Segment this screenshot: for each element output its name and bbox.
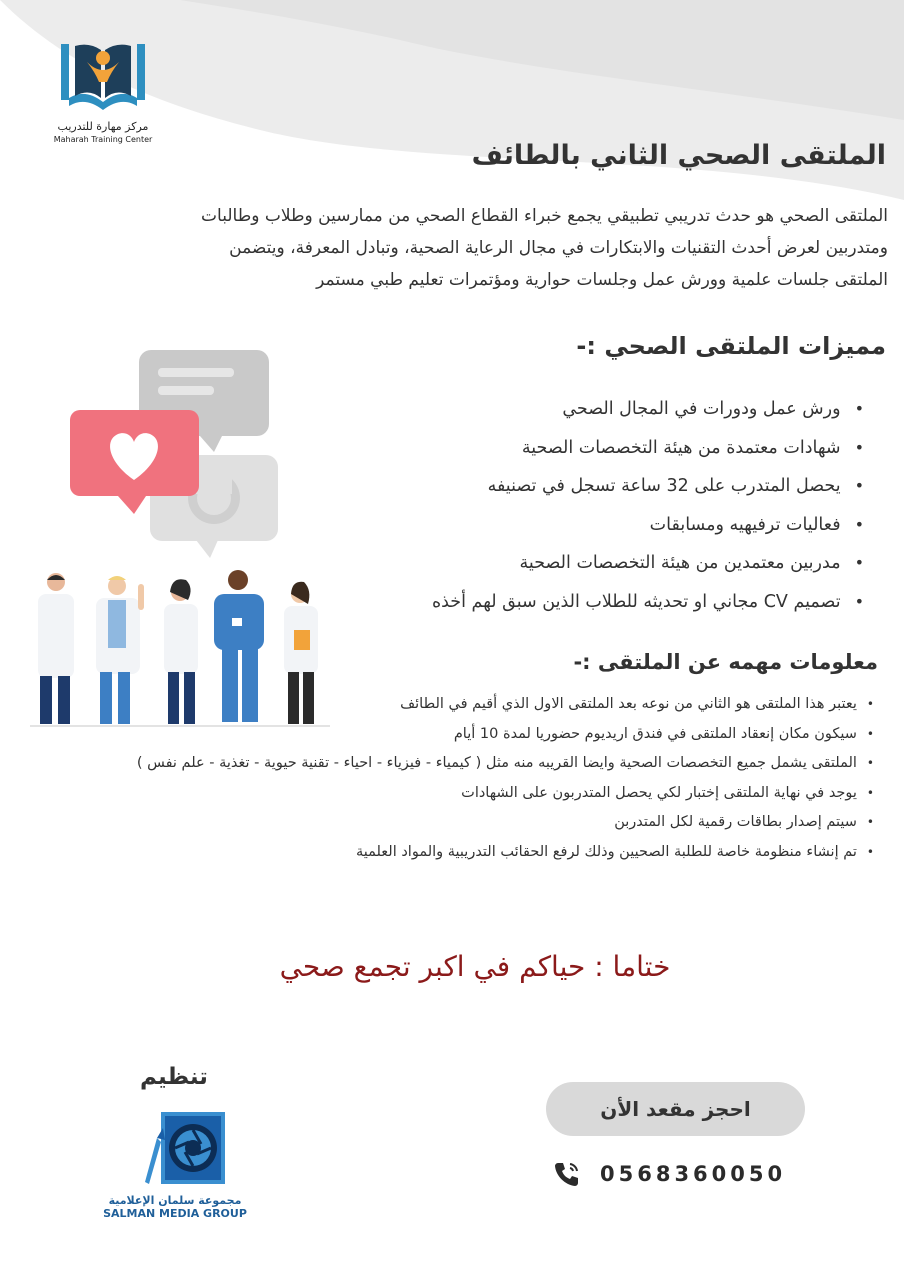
phone-number: 0568360050 bbox=[600, 1162, 787, 1186]
list-item: • تم إنشاء منظومة خاصة للطلبة الصحيين وذلك لرفع الحقائب التدريبية والمواد العلمية bbox=[137, 838, 874, 868]
medical-team-illustration bbox=[0, 345, 340, 735]
phone-contact[interactable] bbox=[552, 1156, 786, 1192]
book-person-icon bbox=[55, 38, 151, 114]
list-item: • يعتبر هذا الملتقى هو الثاني من نوعه بعد الملتقى الاول الذي أقيم في الطائف bbox=[137, 690, 874, 720]
page-title: الملتقى الصحي الثاني بالطائف bbox=[471, 140, 886, 171]
features-list bbox=[432, 390, 864, 621]
organizer-label: تنظيم bbox=[140, 1064, 208, 1090]
list-item: • مدربين معتمدين من هيئة التخصصات الصحية bbox=[432, 544, 864, 583]
logo-name-en: Maharah Training Center bbox=[53, 135, 153, 144]
intro-line: الملتقى الصحي هو حدث تدريبي تطبيقي يجمع خبراء القطاع الصحي من ممارسين وطلاب وطالبات bbox=[201, 206, 888, 226]
list-item: • يحصل المتدرب على 32 ساعة تسجل في تصنيفه bbox=[432, 467, 864, 506]
phone-icon bbox=[552, 1159, 582, 1189]
camera-aperture-icon bbox=[125, 1108, 225, 1188]
doctor-1 bbox=[38, 573, 74, 724]
list-item: • يوجد في نهاية الملتقى إختبار لكي يحصل المتدربون على الشهادات bbox=[137, 779, 874, 809]
list-item: • ورش عمل ودورات في المجال الصحي bbox=[432, 390, 864, 429]
list-item: • فعاليات ترفيهيه ومسابقات bbox=[432, 506, 864, 545]
features-heading: مميزات الملتقى الصحي :- bbox=[576, 332, 886, 360]
book-seat-button[interactable]: احجز مقعد الأن bbox=[546, 1082, 805, 1136]
salman-media-logo bbox=[100, 1108, 250, 1220]
info-heading: معلومات مهمه عن الملتقى :- bbox=[573, 650, 878, 674]
list-item: • الملتقى يشمل جميع التخصصات الصحية وايضا القريبه منه مثل ( كيمياء - فيزياء - احياء - تقنية حيوية - تغذية - علم نفس ) bbox=[137, 749, 874, 779]
organizer-name-en: SALMAN MEDIA GROUP bbox=[103, 1207, 247, 1220]
list-item: • سيتم إصدار بطاقات رقمية لكل المتدربن bbox=[137, 808, 874, 838]
info-list bbox=[137, 690, 874, 867]
intro-paragraph bbox=[168, 200, 888, 296]
intro-line: ومتدربين لعرض أحدث التقنيات والابتكارات في مجال الرعاية الصحية، وتبادل المعرفة، ويتضمن bbox=[229, 238, 888, 258]
list-item: • تصميم CV مجاني او تحديثه للطلاب الذين سبق لهم أخذه bbox=[432, 583, 864, 622]
closing-message: ختاما : حياكم في اكبر تجمع صحي bbox=[279, 950, 671, 983]
logo-name-ar: مركز مهارة للتدريب bbox=[57, 120, 149, 133]
intro-line: الملتقى جلسات علمية وورش عمل وجلسات حوارية ومؤتمرات تعليم طبي مستمر bbox=[316, 270, 888, 290]
list-item: • سيكون مكان إنعقاد الملتقى في فندق اريديوم حضوريا لمدة 10 أيام bbox=[137, 720, 874, 750]
list-item: • شهادات معتمدة من هيئة التخصصات الصحية bbox=[432, 429, 864, 468]
organizer-name-ar: مجموعة سلمان الإعلامية bbox=[108, 1194, 242, 1207]
maharah-logo bbox=[48, 38, 158, 144]
